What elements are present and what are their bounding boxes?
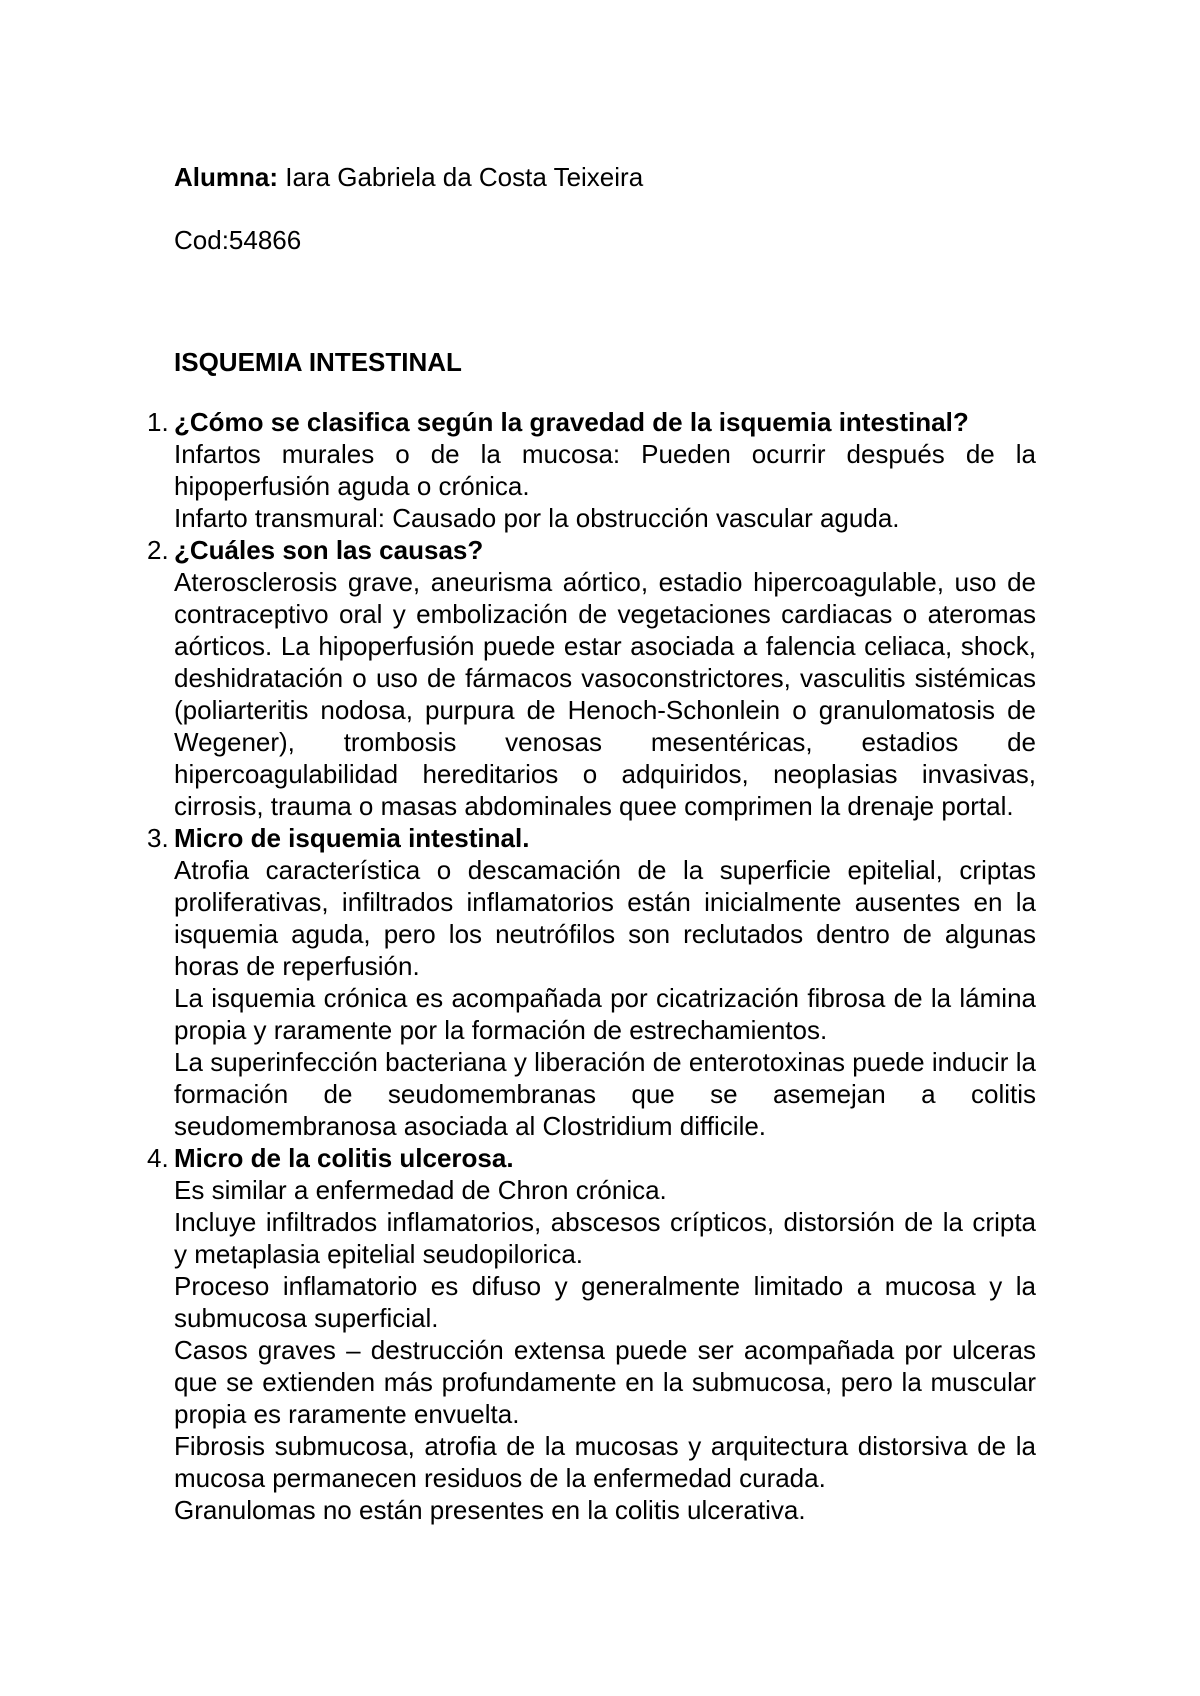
answer-paragraph: Fibrosis submucosa, atrofia de la mucosas y arquitectura distorsiva de la mucosa permanecen residuos de la enfermedad curada. — [174, 1431, 1036, 1493]
question-heading — [0, 534, 1200, 566]
question-text: ¿Cómo se clasifica según la gravedad de la isquemia intestinal? — [174, 407, 969, 437]
answer-paragraph: La superinfección bacteriana y liberación de enterotoxinas puede inducir la formación de seudomembranas que se asemejan a colitis seudomembranosa asociada al Clostridium difficile. — [174, 1047, 1036, 1141]
question-item-3 — [0, 822, 1200, 1142]
answer-paragraph: Casos graves – destrucción extensa puede ser acompañada por ulceras que se extienden más profundamente en la submucosa, pero la muscular propia es raramente envuelta. — [174, 1335, 1036, 1429]
answer-paragraph: Incluye infiltrados inflamatorios, abscesos crípticos, distorsión de la cripta y metaplasia epitelial seudopilorica. — [174, 1207, 1036, 1269]
student-line — [174, 162, 643, 192]
question-item-4 — [0, 1142, 1200, 1526]
answer-paragraph: Aterosclerosis grave, aneurisma aórtico, estadio hipercoagulable, uso de contraceptivo oral y embolización de vegetaciones cardiacas o ateromas aórticos. La hipoperfusión puede estar asociada a falencia celiaca, shock, deshidratación o uso de fármacos vasoconstrictores, vasculitis sistémicas (poliarteritis nodosa, purpura de Henoch-Schonlein o granulomatosis de Wegener), trombosis venosas mesentéricas, estadios de hipercoagulabilidad hereditarios o adquiridos, neoplasias invasivas, cirrosis, trauma o masas abdominales quee comprimen la drenaje portal. — [174, 567, 1036, 821]
question-number: 4. — [147, 1143, 169, 1173]
answer-paragraph: Proceso inflamatorio es difuso y generalmente limitado a mucosa y la submucosa superficial. — [174, 1271, 1036, 1333]
document-title: ISQUEMIA INTESTINAL — [174, 347, 462, 377]
answer-paragraph: Es similar a enfermedad de Chron crónica. — [174, 1175, 667, 1205]
question-number: 2. — [147, 535, 169, 565]
question-heading — [0, 406, 1200, 438]
answer-paragraph: Infartos murales o de la mucosa: Pueden ocurrir después de la hipoperfusión aguda o crónica. — [174, 439, 1036, 501]
question-list — [0, 406, 1200, 1526]
question-item-1 — [0, 406, 1200, 534]
question-text: Micro de la colitis ulcerosa. — [174, 1143, 514, 1173]
answer-paragraph: Atrofia característica o descamación de la superficie epitelial, criptas proliferativas, infiltrados inflamatorios están inicialmente ausentes en la isquemia aguda, pero los neutrófilos son reclutados dentro de algunas horas de reperfusión. — [174, 855, 1036, 981]
question-text: ¿Cuáles son las causas? — [174, 535, 484, 565]
question-number: 1. — [147, 407, 169, 437]
student-code: Cod:54866 — [174, 225, 302, 255]
student-name: Iara Gabriela da Costa Teixeira — [278, 162, 644, 192]
question-item-2 — [0, 534, 1200, 822]
question-heading — [0, 1142, 1200, 1174]
answer-paragraph: Granulomas no están presentes en la colitis ulcerativa. — [174, 1495, 806, 1525]
question-heading — [0, 822, 1200, 854]
question-number: 3. — [147, 823, 169, 853]
answer-paragraph: Infarto transmural: Causado por la obstrucción vascular aguda. — [174, 503, 900, 533]
question-text: Micro de isquemia intestinal. — [174, 823, 530, 853]
answer-paragraph: La isquemia crónica es acompañada por cicatrización fibrosa de la lámina propia y raramente por la formación de estrechamientos. — [174, 983, 1036, 1045]
student-label: Alumna: — [174, 162, 278, 192]
